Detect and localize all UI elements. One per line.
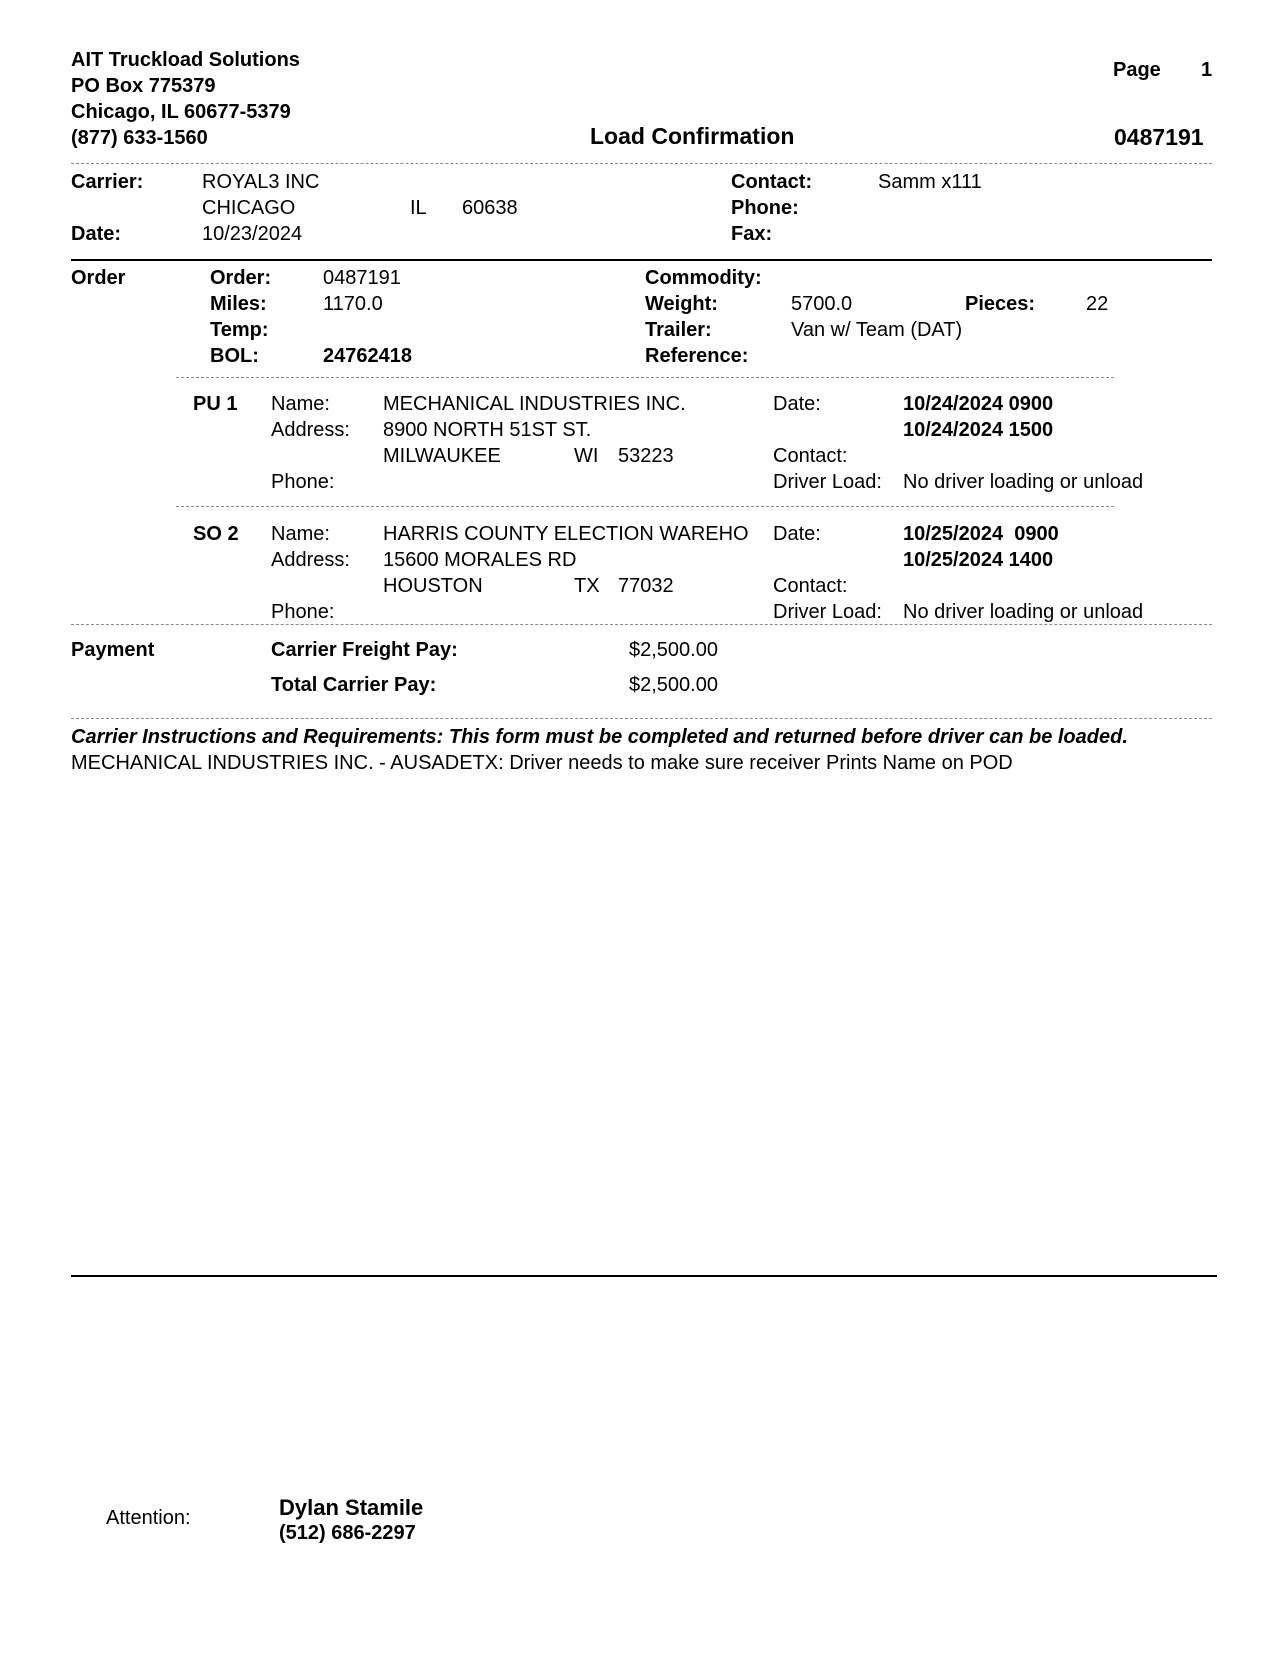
page-label: Page [1113,59,1161,81]
stop-street: 15600 MORALES RD [383,549,577,571]
order-number-label: Order: [210,267,272,289]
carrier-contact-label: Contact: [731,171,813,193]
stop-driver-load-label: Driver Load: [773,471,882,493]
carrier-contact: Samm x111 [878,171,982,193]
stop-date-start: 10/25/2024 0900 [903,523,1059,545]
stop-address-label: Address: [271,549,350,571]
page-number: 1 [1201,59,1213,81]
carrier-label: Carrier: [71,171,144,193]
stop-driver-load: No driver loading or unload [903,471,1144,493]
stop-driver-load: No driver loading or unload [903,601,1144,623]
stop-date-start: 10/24/2024 0900 [903,393,1054,415]
payment-section-label: Payment [71,639,155,661]
pieces-value: 22 [1086,293,1109,315]
attention-name: Dylan Stamile [279,1495,424,1520]
stop-state: WI [574,445,599,467]
carrier-date-label: Date: [71,223,122,245]
total-pay-value: $2,500.00 [629,674,718,696]
carrier-city: CHICAGO [202,197,296,219]
bol-value: 24762418 [323,345,412,367]
stop-name: HARRIS COUNTY ELECTION WAREHO [383,523,749,545]
commodity-label: Commodity: [645,267,762,289]
reference-label: Reference: [645,345,749,367]
carrier-date: 10/23/2024 [202,223,303,245]
document-title: Load Confirmation [590,123,795,149]
carrier-name: ROYAL3 INC [202,171,320,193]
stop-contact-label: Contact: [773,575,848,597]
stop-city: HOUSTON [383,575,483,597]
divider [176,377,1114,378]
order-section-label: Order [71,267,126,289]
stop-address-label: Address: [271,419,350,441]
instructions-text: MECHANICAL INDUSTRIES INC. - AUSADETX: Driver needs to make sure receiver Prints Name on POD [71,752,1013,774]
company-name: AIT Truckload Solutions [71,49,300,71]
weight-label: Weight: [645,293,718,315]
weight-value: 5700.0 [791,293,853,315]
stop-driver-load-label: Driver Load: [773,601,882,623]
order-number: 0487191 [323,267,401,289]
company-address-line1: PO Box 775379 [71,75,216,97]
carrier-fax-label: Fax: [731,223,773,245]
divider [71,718,1212,719]
stop-city: MILWAUKEE [383,445,501,467]
section-rule [71,259,1212,261]
freight-pay-label: Carrier Freight Pay: [271,639,458,661]
instructions-heading: Carrier Instructions and Requirements: This form must be completed and returned before driver can be loaded. [71,726,1128,748]
stop-contact-label: Contact: [773,445,848,467]
stop-name-label: Name: [271,393,330,415]
signature-line [71,1275,1217,1277]
stop-phone-label: Phone: [271,471,335,493]
stop-date-end: 10/24/2024 1500 [903,419,1054,441]
stop-street: 8900 NORTH 51ST ST. [383,419,592,441]
freight-pay-value: $2,500.00 [629,639,718,661]
miles-value: 1170.0 [323,293,383,315]
stop-zip: 53223 [618,445,674,467]
pieces-label: Pieces: [965,293,1036,315]
miles-label: Miles: [210,293,267,315]
stop-phone-label: Phone: [271,601,335,623]
stop-date-end: 10/25/2024 1400 [903,549,1054,571]
carrier-state: IL [410,197,427,219]
stop-code: PU 1 [193,393,238,415]
temp-label: Temp: [210,319,269,341]
divider [176,506,1114,507]
stop-code: SO 2 [193,523,239,545]
trailer-value: Van w/ Team (DAT) [791,319,963,341]
divider [71,624,1212,625]
stop-zip: 77032 [618,575,674,597]
stop-name-label: Name: [271,523,330,545]
attention-phone: (512) 686-2297 [279,1522,416,1544]
trailer-label: Trailer: [645,319,712,341]
stop-date-label: Date: [773,393,821,415]
bol-label: BOL: [210,345,259,367]
stop-state: TX [574,575,600,597]
document-number: 0487191 [1114,124,1204,150]
total-pay-label: Total Carrier Pay: [271,674,437,696]
stop-date-label: Date: [773,523,821,545]
company-phone: (877) 633-1560 [71,127,208,149]
attention-label: Attention: [106,1507,191,1529]
carrier-phone-label: Phone: [731,197,799,219]
divider [71,163,1212,164]
company-address-line2: Chicago, IL 60677-5379 [71,101,291,123]
carrier-zip: 60638 [462,197,518,219]
stop-name: MECHANICAL INDUSTRIES INC. [383,393,686,415]
